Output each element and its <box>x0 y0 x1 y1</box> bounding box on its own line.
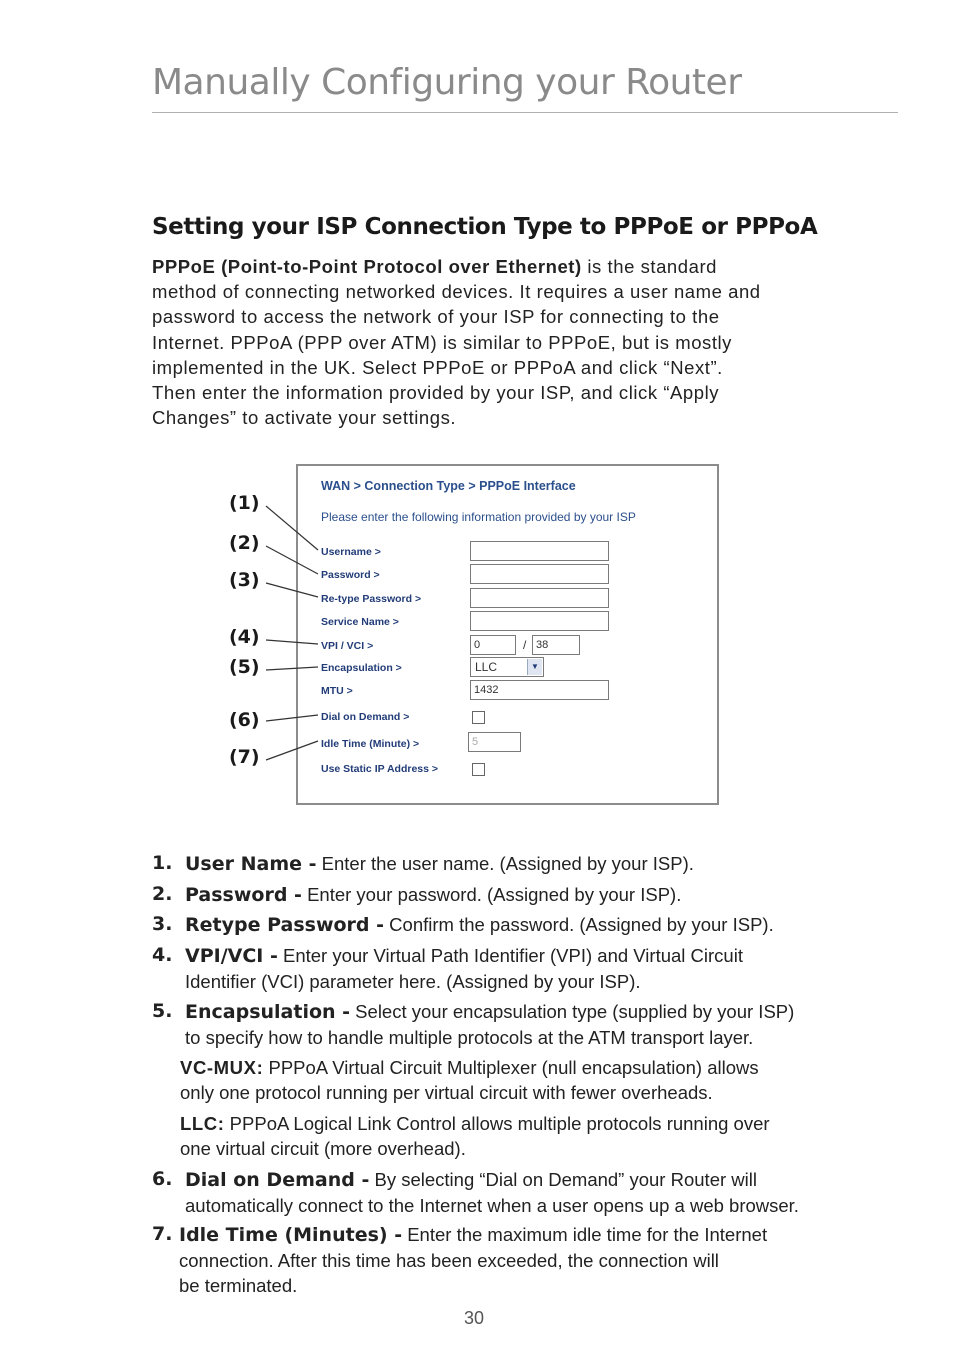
encapsulation-text: only one protocol running per virtual circuit with fewer overheads. <box>180 1082 713 1103</box>
retype-password-label: Re-type Password > <box>321 593 422 605</box>
list-item-username <box>152 851 872 877</box>
list-item-text: Select your encapsulation type (supplied by your ISP) <box>350 1001 795 1022</box>
figure-breadcrumb: WAN > Connection Type > PPPoE Interface <box>321 479 576 493</box>
list-item-text: Enter your password. (Assigned by your ISP). <box>301 884 682 905</box>
intro-line-5: implemented in the UK. Select PPPoE or PPPoA and click “Next”. <box>152 356 723 378</box>
list-item-number: 3. <box>152 913 173 935</box>
list-item-text: to specify how to handle multiple protocols at the ATM transport layer. <box>185 1027 754 1048</box>
list-item-text: connection. After this time has been exceeded, the connection will <box>179 1250 719 1271</box>
vpi-input[interactable] <box>470 635 516 655</box>
vpi-vci-separator: / <box>523 638 527 652</box>
encapsulation-select[interactable] <box>470 657 544 677</box>
password-label: Password > <box>321 569 380 581</box>
page-title: Manually Configuring your Router <box>152 62 742 103</box>
dial-on-demand-label: Dial on Demand > <box>321 711 410 723</box>
callout-6: (6) <box>229 709 260 731</box>
list-item-term: Retype Password - <box>185 914 385 936</box>
encapsulation-label: Encapsulation > <box>321 662 402 674</box>
list-item-text: be terminated. <box>179 1275 298 1296</box>
callout-5: (5) <box>229 656 260 678</box>
mtu-label: MTU > <box>321 685 353 697</box>
intro-line-1 <box>152 254 872 279</box>
service-name-input[interactable] <box>470 611 609 631</box>
callout-2: (2) <box>229 532 260 554</box>
list-item-encapsulation <box>152 999 872 1050</box>
password-input[interactable] <box>470 564 609 584</box>
list-item-number: 5. <box>152 1000 173 1022</box>
list-item-vpi-vci <box>152 943 872 994</box>
list-item-term: Encapsulation - <box>185 1001 351 1023</box>
title-divider <box>152 112 898 113</box>
list-item-number: 2. <box>152 883 173 905</box>
chevron-down-icon: ▼ <box>527 659 542 675</box>
list-item-number: 1. <box>152 852 173 874</box>
list-item-idle-time <box>152 1222 872 1298</box>
encapsulation-vc-mux <box>180 1055 880 1105</box>
callout-1: (1) <box>229 492 260 514</box>
encapsulation-term: LLC: <box>180 1113 225 1134</box>
list-item-term: Dial on Demand - <box>185 1169 370 1191</box>
list-item-term: VPI/VCI - <box>185 945 278 967</box>
list-item-term: Idle Time (Minutes) - <box>179 1224 403 1246</box>
list-item-text: Enter the maximum idle time for the Internet <box>402 1224 768 1245</box>
intro-line-3: password to access the network of your ISP for connecting to the <box>152 306 720 328</box>
list-item-number: 4. <box>152 944 173 966</box>
callout-4: (4) <box>229 626 260 648</box>
encapsulation-text: PPPoA Virtual Circuit Multiplexer (null encapsulation) allows <box>263 1057 759 1078</box>
vci-input[interactable] <box>532 635 580 655</box>
intro-line-4: Internet. PPPoA (PPP over ATM) is similar to PPPoE, but is mostly <box>152 331 732 353</box>
intro-paragraph <box>152 254 872 430</box>
list-item-text: By selecting “Dial on Demand” your Router will <box>369 1169 757 1190</box>
list-item-text: Enter your Virtual Path Identifier (VPI) and Virtual Circuit <box>277 945 743 966</box>
static-ip-checkbox[interactable] <box>472 763 485 776</box>
figure-instruction: Please enter the following information provided by your ISP <box>321 510 636 524</box>
service-name-label: Service Name > <box>321 616 399 628</box>
intro-text: is the standard <box>581 256 717 277</box>
intro-line-7: Changes” to activate your settings. <box>152 407 457 429</box>
intro-line-2: method of connecting networked devices. It requires a user name and <box>152 281 761 303</box>
list-item-password <box>152 882 872 908</box>
idle-time-input[interactable] <box>468 732 521 752</box>
username-label: Username > <box>321 546 381 558</box>
callout-7: (7) <box>229 746 260 768</box>
vpi-vci-label: VPI / VCI > <box>321 640 374 652</box>
list-item-text: automatically connect to the Internet when a user opens up a web browser. <box>185 1195 799 1216</box>
encapsulation-llc <box>180 1111 880 1161</box>
list-item-number: 6. <box>152 1168 173 1190</box>
dial-on-demand-checkbox[interactable] <box>472 711 485 724</box>
list-item-text: Confirm the password. (Assigned by your ISP). <box>384 914 774 935</box>
encapsulation-text: PPPoA Logical Link Control allows multiple protocols running over <box>224 1113 770 1134</box>
mtu-input[interactable] <box>470 680 609 700</box>
list-item-number: 7. <box>152 1223 173 1245</box>
idle-time-label: Idle Time (Minute) > <box>321 738 420 750</box>
list-item-retype-password <box>152 912 872 938</box>
intro-line-6: Then enter the information provided by your ISP, and click “Apply <box>152 382 720 404</box>
list-item-text: Enter the user name. (Assigned by your ISP). <box>316 853 694 874</box>
retype-password-input[interactable] <box>470 588 609 608</box>
encapsulation-text: one virtual circuit (more overhead). <box>180 1138 466 1159</box>
page-number: 30 <box>464 1308 485 1328</box>
static-ip-label: Use Static IP Address > <box>321 763 439 775</box>
pppoe-settings-screenshot <box>296 464 719 805</box>
encapsulation-value: LLC <box>475 660 498 674</box>
callout-3: (3) <box>229 569 260 591</box>
username-input[interactable] <box>470 541 609 561</box>
list-item-text: Identifier (VCI) parameter here. (Assigned by your ISP). <box>185 971 641 992</box>
encapsulation-term: VC-MUX: <box>180 1057 264 1078</box>
intro-lead-term: PPPoE (Point-to-Point Protocol over Ethernet) <box>152 256 582 277</box>
list-item-dial-on-demand <box>152 1167 872 1218</box>
list-item-term: Password - <box>185 884 302 906</box>
section-heading: Setting your ISP Connection Type to PPPoE or PPPoA <box>152 214 818 240</box>
list-item-term: User Name - <box>185 853 317 875</box>
